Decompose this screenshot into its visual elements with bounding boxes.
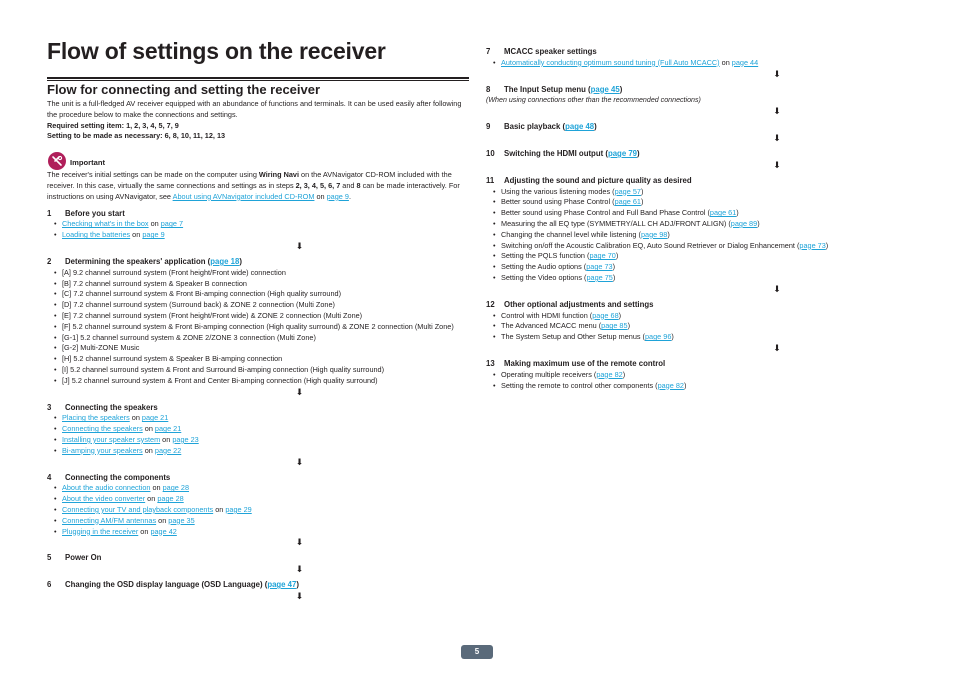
important-label: Important xyxy=(70,158,106,168)
item-link[interactable]: About the video converter xyxy=(62,494,146,504)
step-list xyxy=(486,187,898,284)
item-on: on xyxy=(129,413,142,423)
item-page-link[interactable]: page 85 xyxy=(601,321,628,331)
section-title: Flow for connecting and setting the receiver xyxy=(47,82,321,97)
item-text: [J] 5.2 channel surround system & Front and Center Bi-amping connection (High quality surround) xyxy=(62,375,378,385)
item-close: ) xyxy=(618,310,622,320)
item-page-link[interactable]: page 98 xyxy=(640,229,668,239)
item-close: ) xyxy=(640,186,644,196)
item-page-link[interactable]: page 23 xyxy=(172,434,199,444)
item-link[interactable]: Connecting AM/FM antennas xyxy=(62,515,157,525)
intro-text: The unit is a full-fledged AV receiver equipped with an abundance of functions and terminals. It can be used easily after following the procedure below to make the connections and settings. xyxy=(47,99,462,119)
item-text: Setting the Video options ( xyxy=(501,272,587,282)
step-title-close: ) xyxy=(594,122,597,132)
item-close: ) xyxy=(612,262,616,272)
item-page-link[interactable]: page 42 xyxy=(150,526,177,536)
list-item xyxy=(47,435,472,446)
item-page-link[interactable]: page 21 xyxy=(154,424,182,434)
step-title: Before you start xyxy=(65,208,125,218)
item-close: ) xyxy=(825,240,829,250)
optional-items: Setting to be made as necessary: 6, 8, 10, 11, 12, 13 xyxy=(47,131,226,141)
step-title-close: ) xyxy=(239,256,242,266)
down-arrow-icon: ⬇ xyxy=(773,106,781,117)
item-text: Measuring the all EQ type (SYMMETRY/ALL CH ADJ/FRONT ALIGN) ( xyxy=(501,218,731,228)
step-number: 13 xyxy=(486,358,495,368)
list-item xyxy=(486,311,898,322)
item-page-link[interactable]: page 61 xyxy=(614,197,641,207)
list-item xyxy=(486,230,898,241)
section-rule-thin xyxy=(47,80,469,81)
step-number: 11 xyxy=(486,175,495,185)
step-title: Other optional adjustments and settings xyxy=(504,299,654,309)
right-column xyxy=(486,41,898,391)
item-close: ) xyxy=(757,218,760,228)
step-title: Determining the speakers' application ( xyxy=(65,256,211,266)
item-on: on xyxy=(142,424,155,434)
item-page-link[interactable]: page 82 xyxy=(596,369,623,379)
step-note: (When using connections other than the recommended connections) xyxy=(486,96,701,105)
item-text: [A] 9.2 channel surround system (Front height/Front wide) connection xyxy=(62,267,286,277)
item-page-link[interactable]: page 68 xyxy=(592,310,619,320)
item-on: on xyxy=(148,219,161,229)
important-text: The receiver's initial settings can be made on the computer using Wiring Navi on the AVNavigator CD-ROM included with the receiver. In this case, virtually the same connections and settings as in steps 2, 3, 4, 5, 6, 7 and 8 can be made interactively. For instructions on using AVNavigator, see About using AVNavigator included CD-ROM on page 9. xyxy=(47,170,460,201)
item-page-link[interactable]: page 61 xyxy=(709,208,737,218)
step-list xyxy=(47,483,472,537)
item-page-link[interactable]: page 7 xyxy=(160,219,184,229)
step-page-link[interactable]: page 45 xyxy=(590,84,620,94)
down-arrow-icon: ⬇ xyxy=(295,564,304,575)
item-text: [F] 5.2 channel surround system & Front Bi-amping connection (High quality surround) & ZONE 2 connection (Multi Zone) xyxy=(62,321,454,331)
item-on: on xyxy=(160,434,173,444)
step-number: 6 xyxy=(47,580,52,590)
item-text: Better sound using Phase Control ( xyxy=(501,197,615,207)
list-item xyxy=(47,516,472,527)
step-title-close: ) xyxy=(296,580,299,590)
item-page-link[interactable]: page 21 xyxy=(141,413,169,423)
item-page-link[interactable]: page 35 xyxy=(168,515,195,525)
step-title: Changing the OSD display language (OSD Language) ( xyxy=(65,580,268,590)
item-link[interactable]: Loading the batteries xyxy=(62,230,131,240)
item-text: Setting the Audio options ( xyxy=(501,262,587,272)
list-item xyxy=(47,300,472,311)
step-title: Basic playback ( xyxy=(504,122,566,132)
item-page-link[interactable]: page 73 xyxy=(586,262,613,272)
item-close: ) xyxy=(667,229,670,239)
item-text: [G-2] Multi-ZONE Music xyxy=(62,343,140,353)
item-on: on xyxy=(213,504,226,514)
down-arrow-icon: ⬇ xyxy=(773,68,781,79)
down-arrow-icon: ⬇ xyxy=(773,132,781,143)
item-text: Switching on/off the Acoustic Calibration EQ, Auto Sound Retriever or Dialog Enhancement ( xyxy=(501,240,800,250)
list-item xyxy=(486,321,898,332)
step-title-close: ) xyxy=(637,148,640,158)
list-item xyxy=(47,279,472,290)
section-rule xyxy=(47,77,469,79)
item-text: Better sound using Phase Control and Full Band Phase Control ( xyxy=(501,208,710,218)
list-item xyxy=(47,354,472,365)
step-title: Making maximum use of the remote control xyxy=(504,358,666,368)
list-item xyxy=(47,268,472,279)
item-close: ) xyxy=(640,197,644,207)
step-title: Connecting the speakers xyxy=(65,402,158,412)
item-text: [I] 5.2 channel surround system & Front and Surround Bi-amping connection (High quality surround) xyxy=(62,364,385,374)
item-text: Setting the remote to control other components ( xyxy=(501,380,658,390)
step-heading xyxy=(47,553,472,564)
step-heading xyxy=(486,122,898,133)
step-heading xyxy=(486,47,898,58)
item-page-link[interactable]: page 82 xyxy=(657,380,684,390)
item-text: [G-1] 5.2 channel surround system & ZONE 2/ZONE 3 connection (Multi Zone) xyxy=(62,332,316,342)
item-link[interactable]: Plugging in the receiver xyxy=(62,526,139,536)
item-close: ) xyxy=(736,208,739,218)
item-text: Operating multiple receivers ( xyxy=(501,369,597,379)
step-number: 2 xyxy=(47,256,52,266)
item-link[interactable]: Automatically conducting optimum sound tuning (Full Auto MCACC) xyxy=(501,57,720,67)
item-close: ) xyxy=(683,380,687,390)
step-heading xyxy=(486,85,898,96)
step-heading xyxy=(486,300,898,311)
list-item xyxy=(47,365,472,376)
step-heading xyxy=(486,176,898,187)
step-heading xyxy=(47,473,472,484)
item-page-link[interactable]: page 22 xyxy=(154,445,182,455)
step-list xyxy=(486,58,898,69)
list-item xyxy=(47,483,472,494)
step-page-link[interactable]: page 79 xyxy=(607,148,637,158)
list-item xyxy=(47,494,472,505)
item-on: on xyxy=(145,494,158,504)
list-item xyxy=(486,381,898,392)
item-close: ) xyxy=(627,321,630,331)
list-item xyxy=(47,424,472,435)
list-item xyxy=(47,376,472,387)
list-item xyxy=(486,197,898,208)
list-item xyxy=(47,333,472,344)
item-text: The Advanced MCACC menu ( xyxy=(501,321,602,331)
down-arrow-icon: ⬇ xyxy=(295,386,304,397)
list-item xyxy=(47,219,472,230)
down-arrow-icon: ⬇ xyxy=(295,590,304,601)
list-item xyxy=(486,251,898,262)
item-page-link[interactable]: page 57 xyxy=(614,186,641,196)
step-number: 5 xyxy=(47,553,52,563)
step-page-link[interactable]: page 47 xyxy=(267,580,297,590)
list-item xyxy=(486,273,898,284)
step-heading xyxy=(47,403,472,414)
item-link[interactable]: Bi-amping your speakers xyxy=(62,445,143,455)
step-list xyxy=(47,413,472,456)
list-item xyxy=(47,413,472,424)
step-heading xyxy=(486,359,898,370)
item-page-link[interactable]: page 29 xyxy=(225,504,252,514)
list-item xyxy=(47,527,472,538)
item-on: on xyxy=(138,526,151,536)
item-on: on xyxy=(150,483,163,493)
down-arrow-icon: ⬇ xyxy=(295,456,304,467)
step-title: Adjusting the sound and picture quality as desired xyxy=(504,175,692,185)
avnavigator-page-link[interactable]: page 9 xyxy=(326,191,349,201)
step-title: Connecting the components xyxy=(65,472,171,482)
item-page-link[interactable]: page 70 xyxy=(589,251,616,261)
step-title-close: ) xyxy=(619,84,623,94)
item-text: Setting the PQLS function ( xyxy=(501,251,590,261)
item-on: on xyxy=(156,515,169,525)
step-list xyxy=(47,268,472,387)
item-page-link[interactable]: page 75 xyxy=(586,272,613,282)
step-heading xyxy=(47,257,472,268)
avnavigator-link[interactable]: About using AVNavigator included CD-ROM xyxy=(172,191,315,201)
important-icon xyxy=(48,152,66,170)
item-text: The System Setup and Other Setup menus ( xyxy=(501,332,645,342)
item-close: ) xyxy=(615,251,619,261)
step-title: Power On xyxy=(65,553,102,563)
down-arrow-icon: ⬇ xyxy=(773,283,781,294)
item-text: [B] 7.2 channel surround system & Speaker B connection xyxy=(62,278,247,288)
page-title: Flow of settings on the receiver xyxy=(47,38,386,64)
item-text: Using the various listening modes ( xyxy=(501,186,615,196)
item-page-link[interactable]: page 96 xyxy=(645,332,672,342)
item-close: ) xyxy=(612,272,616,282)
item-page-link[interactable]: page 73 xyxy=(799,240,826,250)
item-link[interactable]: About the audio connection xyxy=(62,483,151,493)
step-list xyxy=(486,311,898,343)
item-link[interactable]: Installing your speaker system xyxy=(62,434,161,444)
step-title: Switching the HDMI output ( xyxy=(504,148,608,158)
item-page-link[interactable]: page 89 xyxy=(730,218,758,228)
step-heading xyxy=(47,580,472,591)
down-arrow-icon: ⬇ xyxy=(295,537,304,548)
item-text: [C] 7.2 channel surround system & Front Bi-amping connection (High quality surround) xyxy=(62,289,342,299)
list-item xyxy=(47,289,472,300)
list-item xyxy=(486,219,898,230)
item-page-link[interactable]: page 28 xyxy=(162,483,190,493)
required-items: Required setting item: 1, 2, 3, 4, 5, 7, 9 xyxy=(47,120,179,130)
left-column xyxy=(47,99,472,601)
item-text: [E] 7.2 channel surround system (Front height/Front wide) & ZONE 2 connection (Multi Zone) xyxy=(62,310,363,320)
step-title: The Input Setup menu ( xyxy=(504,84,591,94)
step-number: 1 xyxy=(47,208,52,218)
step-number: 3 xyxy=(47,402,52,412)
step-page-link[interactable]: page 48 xyxy=(565,122,595,132)
item-link[interactable]: Checking what's in the box xyxy=(62,219,149,229)
list-item xyxy=(486,58,898,69)
left-steps xyxy=(47,209,472,601)
item-on: on xyxy=(719,57,732,67)
item-text: [H] 5.2 channel surround system & Speaker B Bi-amping connection xyxy=(62,354,283,364)
item-page-link[interactable]: page 9 xyxy=(142,230,165,240)
down-arrow-icon: ⬇ xyxy=(773,159,781,170)
item-text: Control with HDMI function ( xyxy=(501,310,593,320)
list-item xyxy=(486,241,898,252)
list-item xyxy=(47,322,472,333)
item-on: on xyxy=(130,230,143,240)
item-page-link[interactable]: page 44 xyxy=(731,57,759,67)
list-item xyxy=(486,370,898,381)
step-list xyxy=(47,219,472,241)
step-heading xyxy=(486,149,898,160)
list-item xyxy=(486,187,898,198)
step-number: 12 xyxy=(486,299,495,309)
step-heading xyxy=(47,209,472,220)
item-link[interactable]: Placing the speakers xyxy=(62,413,130,423)
list-item xyxy=(486,208,898,219)
step-number: 9 xyxy=(486,122,491,132)
item-close: ) xyxy=(671,332,674,342)
down-arrow-icon: ⬇ xyxy=(773,342,781,353)
down-arrow-icon: ⬇ xyxy=(295,240,304,251)
step-number: 10 xyxy=(486,148,495,158)
item-link[interactable]: Connecting your TV and playback components xyxy=(62,504,214,514)
item-link[interactable]: Connecting the speakers xyxy=(62,424,143,434)
step-number: 7 xyxy=(486,47,491,56)
step-title: MCACC speaker settings xyxy=(504,47,597,56)
list-item xyxy=(47,230,472,241)
item-on: on xyxy=(142,445,155,455)
item-text: Changing the channel level while listening ( xyxy=(501,229,641,239)
list-item xyxy=(47,343,472,354)
item-page-link[interactable]: page 28 xyxy=(157,494,184,504)
step-number: 8 xyxy=(486,84,491,94)
important-heading xyxy=(47,150,472,170)
list-item xyxy=(47,505,472,516)
item-close: ) xyxy=(622,369,626,379)
step-page-link[interactable]: page 18 xyxy=(210,256,240,266)
list-item xyxy=(47,311,472,322)
list-item xyxy=(486,262,898,273)
list-item xyxy=(486,332,898,343)
page-number: 5 xyxy=(461,645,493,659)
item-text: [D] 7.2 channel surround system (Surround back) & ZONE 2 connection (Multi Zone) xyxy=(62,300,335,310)
step-list xyxy=(486,370,898,392)
step-number: 4 xyxy=(47,472,52,482)
list-item xyxy=(47,446,472,457)
right-steps xyxy=(486,47,898,391)
